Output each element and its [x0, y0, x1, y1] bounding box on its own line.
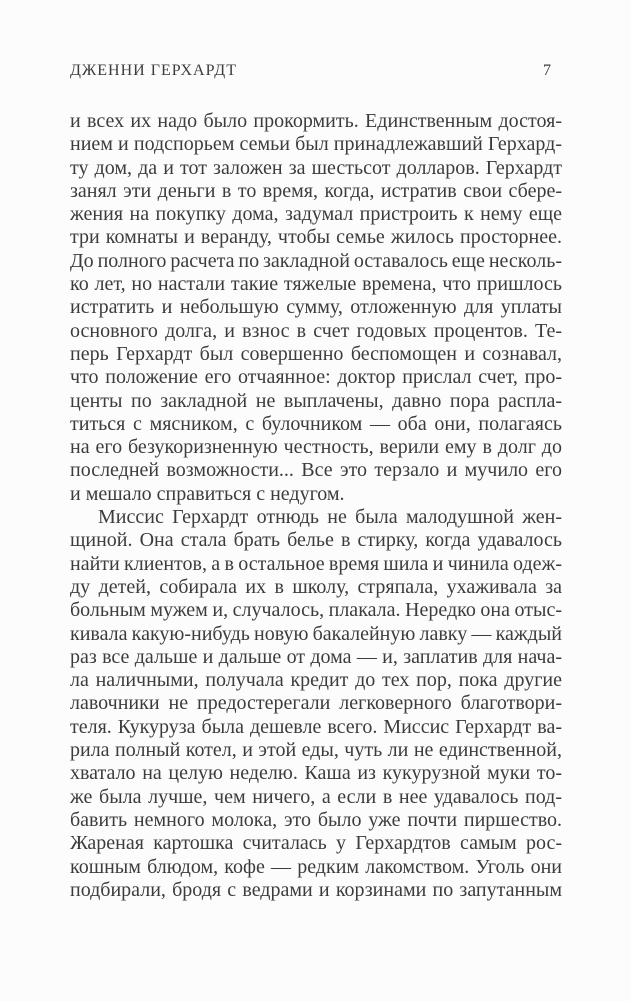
text-line: и всех их надо было прокормить. Единственным достоя-: [70, 110, 562, 132]
text-line: больным мужем и, случалось, плакала. Нередко она отыс-: [70, 599, 562, 622]
text-line: Миссис Герхардт отнюдь не была малодушной жен-: [98, 506, 562, 529]
text-line: ко лет, но настали такие тяжелые времена, что пришлось: [70, 273, 562, 296]
text-line: истратить и небольшую сумму, отложенную для уплаты: [70, 296, 562, 319]
text-line: на его безукоризненную честность, верили ему в долг до: [70, 436, 562, 459]
text-line: последней возможности... Все это терзало и мучило его: [70, 459, 562, 482]
page-number: 7: [543, 62, 551, 79]
text-line: центы по закладной не выплачены, давно пора распла-: [70, 389, 562, 412]
text-line: жения на покупку дома, задумал пристроить к нему еще: [70, 203, 562, 226]
text-line: ла наличными, получала кредит до тех пор, пока другие: [70, 669, 562, 692]
text-line: щиной. Она стала брать белье в стирку, когда удавалось: [70, 529, 562, 552]
text-line: занял эти деньги в то время, когда, истратив свои сбере-: [70, 179, 562, 202]
text-line: лавочники не предостерегали легковерного благотвори-: [70, 692, 562, 715]
running-title: ДЖЕННИ ГЕРХАРДТ: [70, 62, 237, 79]
text-line: рила полный котел, и этой еды, чуть ли не единственной,: [70, 739, 562, 762]
text-line: найти клиентов, а в остальное время шила и чинила одеж-: [70, 552, 562, 575]
text-line: титься с мясником, с булочником — оба они, полагаясь: [70, 412, 562, 435]
text-line: нием и подспорьем семьи был принадлежавший Герхард-: [70, 133, 562, 156]
text-line: же была лучше, чем ничего, а если в нее удавалось под-: [70, 785, 562, 808]
body-text: [70, 110, 562, 902]
text-line: подбирали, бродя с ведрами и корзинами по запутанным: [70, 878, 562, 901]
text-line: раз все дальше и дальше от дома — и, заплатив для нача-: [70, 645, 562, 668]
text-line: хватало на целую неделю. Каша из кукурузной муки то-: [70, 762, 562, 785]
text-line: основного долга, и взнос в счет годовых процентов. Те-: [70, 319, 562, 342]
paragraph: [70, 506, 562, 902]
text-line: ду детей, собирала их в школу, стряпала, ухаживала за: [70, 575, 562, 598]
text-line: кивала какую-нибудь новую бакалейную лавку — каждый: [70, 622, 562, 645]
text-line: Жареная картошка считалась у Герхардтов самым рос-: [70, 832, 562, 855]
text-line: и мешало справиться с недугом.: [70, 482, 345, 505]
running-header: [70, 62, 561, 80]
text-line: теля. Кукуруза была дешевле всего. Миссис Герхардт ва-: [70, 715, 562, 738]
text-line: кошным блюдом, кофе — редким лакомством. Уголь они: [70, 855, 562, 878]
text-line: что положение его отчаянное: доктор прислал счет, про-: [70, 366, 562, 389]
paragraph: [70, 110, 562, 506]
text-line: ту дом, да и тот заложен за шестьсот долларов. Герхардт: [70, 156, 562, 179]
text-line: три комнаты и веранду, чтобы семье жилось просторнее.: [70, 226, 562, 249]
text-line: перь Герхардт был совершенно беспомощен и сознавал,: [70, 342, 562, 365]
text-line: До полного расчета по закладной оставалось еще несколь-: [70, 249, 562, 272]
text-line: бавить немного молока, это было уже почти пиршество.: [70, 808, 562, 831]
